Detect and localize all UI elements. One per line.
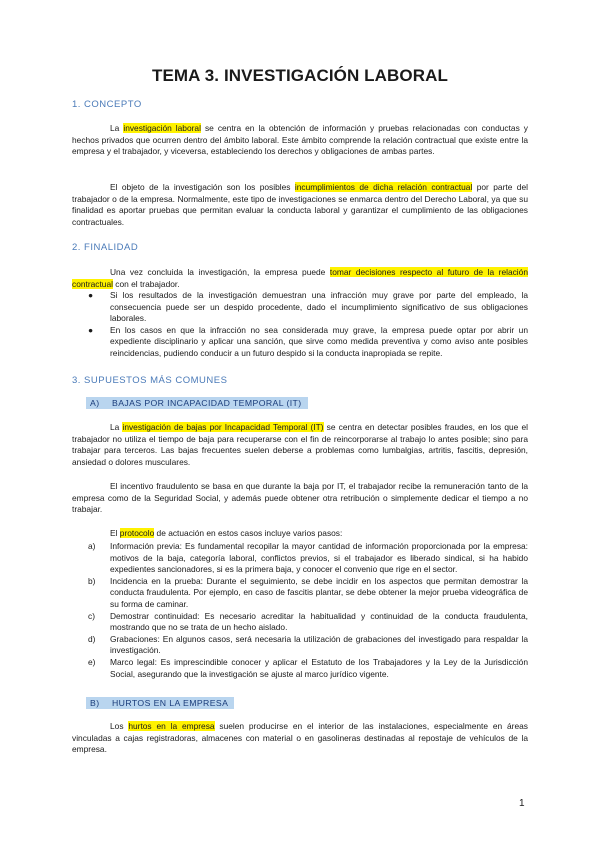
- concepto-paragraph-2: El objeto de la investigación son los posibles incumplimientos de dicha relación contractual por parte del trabajador o de la empresa. Normalmente, este tipo de investigaciones se enmarca dentro del Derecho Laboral, ya que su finalidad es aportar pruebas que permitan evaluar la conducta laboral y garantizar el cumplimiento de las obligaciones contractuales.: [72, 182, 528, 227]
- bajas-paragraph-3: El protocolo de actuación en estos casos incluye varios pasos:: [110, 528, 343, 538]
- highlight: hurtos en la empresa: [128, 721, 215, 731]
- list-item: ● En los casos en que la infracción no sea considerada muy grave, la empresa puede optar por abrir un expediente disciplinario y aplicar una sanción, que sirve como medida preventiva y como aviso ante posibles reincidencias, pudiendo conducir a un futuro despido si la conducta inapropiada se repite.: [88, 324, 528, 358]
- bajas-paragraph-2: El incentivo fraudulento se basa en que durante la baja por IT, el trabajador recibe la remuneración tanto de la empresa como de la Seguridad Social, y además puede obtener otra retribución o simplemente dedicar el tiempo a no trabajar.: [72, 481, 528, 515]
- list-item: d) Grabaciones: En algunos casos, será necesaria la utilización de grabaciones del investigado para respaldar la investigación.: [88, 633, 528, 656]
- highlight: tomar decisiones respecto al futuro de la relación contractual: [72, 267, 528, 289]
- subheading-hurtos: B) HURTOS EN LA EMPRESA: [86, 697, 234, 709]
- page-number: 1: [519, 798, 525, 809]
- list-item: e) Marco legal: Es imprescindible conocer y aplicar el Estatuto de los Trabajadores y la Ley de la Jurisdicción Social, asegurando que la investigación se ajuste al marco jurídico vigente.: [88, 656, 528, 679]
- subheading-bajas-it: A) BAJAS POR INCAPACIDAD TEMPORAL (IT): [86, 397, 308, 409]
- section-heading-supuestos: 3. SUPUESTOS MÁS COMUNES: [72, 375, 228, 386]
- bajas-paragraph-1: La investigación de bajas por Incapacidad Temporal (IT) se centra en detectar posibles fraudes, en los que el trabajador no utiliza el tiempo de baja para recuperarse con el fin de reincorporarse al trabajo lo antes posible; sino para trabajar para terceros. Las bajas frecuentes suelen deberse a problemas como lumbalgias, artritis, fascitis, depresión, ansiedad o dolores musculares.: [72, 422, 528, 467]
- protocol-steps-list: [72, 541, 528, 680]
- bullet-icon: ●: [88, 324, 94, 335]
- highlight: investigación laboral: [123, 123, 201, 133]
- section-heading-finalidad: 2. FINALIDAD: [72, 242, 139, 253]
- list-item: c) Demostrar continuidad: Es necesario acreditar la habitualidad y continuidad de la conducta fraudulenta, mostrando que no se trata de un hecho aislado.: [88, 610, 528, 633]
- concepto-paragraph-1: La investigación laboral se centra en la obtención de información y pruebas relacionadas con conductas y hechos privados que ocurren dentro del ámbito laboral. Este ámbito comprende la relación contractual que existe entre la empresa y el trabajador, y viceversa, estableciendo los derechos y obligaciones de ambas partes.: [72, 123, 528, 157]
- hurtos-paragraph: Los hurtos en la empresa suelen producirse en el interior de las instalaciones, especialmente en áreas vinculadas a cajas registradoras, almacenes con material o en gasolineras destinadas al repostaje de vehículos de la empresa.: [72, 721, 528, 755]
- section-heading-concepto: 1. CONCEPTO: [72, 99, 142, 110]
- highlight: incumplimientos de dicha relación contractual: [294, 182, 473, 192]
- finalidad-paragraph: Una vez concluida la investigación, la empresa puede tomar decisiones respecto al futuro de la relación contractual con el trabajador.: [72, 267, 528, 289]
- highlight: protocolo: [119, 528, 155, 538]
- bullet-icon: ●: [88, 290, 94, 300]
- list-item: a) Información previa: Es fundamental recopilar la mayor cantidad de información proporcionada por la empresa: motivos de la baja, categoría laboral, conflictos previos, si el trabajador es liberado sindical, si ha habido expedientes sancionadores, si es la primera baja, y conocer el convenio que rige en el sector.: [88, 541, 528, 575]
- finalidad-bullet-list: [72, 290, 528, 360]
- highlight: investigación de bajas por Incapacidad Temporal (IT): [122, 422, 324, 432]
- list-item: b) Incidencia en la prueba: Durante el seguimiento, se debe incidir en los aspectos que permitan demostrar la conducta fraudulenta. Por ejemplo, en caso de fascitis plantar, se debe obtener la mejor prueba videográfica de su forma de caminar.: [88, 575, 528, 609]
- page-title: TEMA 3. INVESTIGACIÓN LABORAL: [151, 66, 448, 85]
- list-item: ● Si los resultados de la investigación demuestran una infracción muy grave por parte del empleado, la consecuencia puede ser un despido procedente, dado el incumplimiento significativo de sus obligaciones laborales.: [88, 290, 528, 324]
